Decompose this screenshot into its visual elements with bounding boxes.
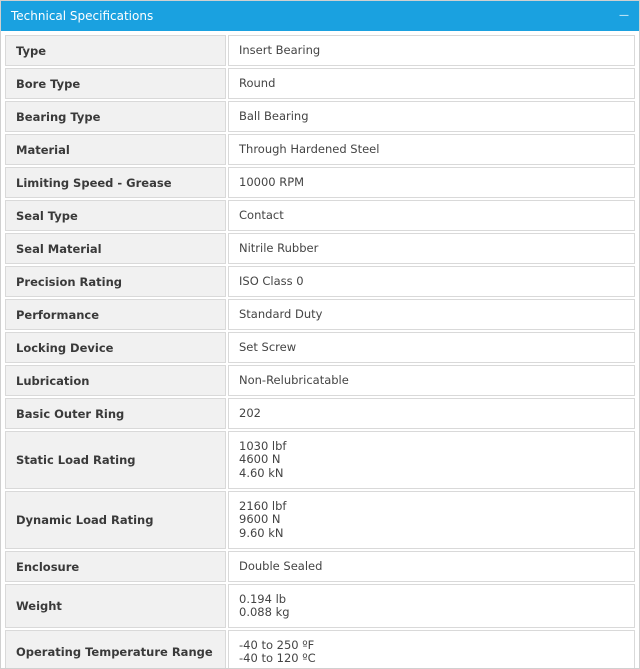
spec-value-line: Non-Relubricatable bbox=[239, 372, 349, 387]
spec-value bbox=[228, 491, 635, 549]
spec-label: Enclosure bbox=[5, 551, 226, 582]
table-row bbox=[5, 551, 635, 582]
spec-value bbox=[228, 200, 635, 231]
spec-value-line: Ball Bearing bbox=[239, 108, 309, 123]
spec-value-line: 9600 N bbox=[239, 512, 281, 527]
spec-value bbox=[228, 101, 635, 132]
spec-value-line: Double Sealed bbox=[239, 558, 323, 573]
spec-value-line: ISO Class 0 bbox=[239, 273, 304, 288]
panel-title: Technical Specifications bbox=[11, 9, 154, 23]
spec-value bbox=[228, 134, 635, 165]
table-row bbox=[5, 332, 635, 363]
spec-value bbox=[228, 551, 635, 582]
spec-value bbox=[228, 266, 635, 297]
table-row bbox=[5, 431, 635, 489]
spec-value-line: Through Hardened Steel bbox=[239, 141, 380, 156]
spec-label: Performance bbox=[5, 299, 226, 330]
spec-value bbox=[228, 630, 635, 669]
spec-label: Basic Outer Ring bbox=[5, 398, 226, 429]
table-row bbox=[5, 299, 635, 330]
table-row bbox=[5, 398, 635, 429]
spec-value bbox=[228, 365, 635, 396]
spec-label: Precision Rating bbox=[5, 266, 226, 297]
spec-value-line: 10000 RPM bbox=[239, 174, 305, 189]
spec-value bbox=[228, 233, 635, 264]
spec-label: Seal Material bbox=[5, 233, 226, 264]
spec-label: Limiting Speed - Grease bbox=[5, 167, 226, 198]
table-row bbox=[5, 365, 635, 396]
spec-label: Bearing Type bbox=[5, 101, 226, 132]
spec-value-line: Standard Duty bbox=[239, 306, 323, 321]
table-row bbox=[5, 584, 635, 628]
spec-value-line: Nitrile Rubber bbox=[239, 240, 319, 255]
table-row bbox=[5, 200, 635, 231]
spec-label: Lubrication bbox=[5, 365, 226, 396]
spec-value-line: 4600 N bbox=[239, 452, 281, 467]
spec-value-line: 4.60 kN bbox=[239, 465, 284, 480]
spec-value-line: Insert Bearing bbox=[239, 42, 321, 57]
spec-value-line: Round bbox=[239, 75, 276, 90]
spec-value-line: 0.088 kg bbox=[239, 605, 290, 619]
spec-value-line: Set Screw bbox=[239, 339, 297, 354]
spec-value bbox=[228, 398, 635, 429]
spec-label: Locking Device bbox=[5, 332, 226, 363]
spec-label: Type bbox=[5, 35, 226, 66]
spec-value bbox=[228, 584, 635, 628]
spec-label: Bore Type bbox=[5, 68, 226, 99]
spec-label: Operating Temperature Range bbox=[5, 630, 226, 669]
table-row bbox=[5, 630, 635, 669]
spec-value-line: -40 to 250 ºF bbox=[239, 637, 315, 652]
spec-value bbox=[228, 35, 635, 66]
spec-value bbox=[228, 167, 635, 198]
spec-value-line: 9.60 kN bbox=[239, 525, 284, 540]
spec-value-line: 0.194 lb bbox=[239, 591, 287, 606]
spec-value bbox=[228, 332, 635, 363]
spec-value bbox=[228, 68, 635, 99]
spec-label: Dynamic Load Rating bbox=[5, 491, 226, 549]
table-row bbox=[5, 101, 635, 132]
spec-value-line: 1030 lbf bbox=[239, 438, 287, 453]
table-row bbox=[5, 167, 635, 198]
spec-label: Seal Type bbox=[5, 200, 226, 231]
spec-value bbox=[228, 431, 635, 489]
spec-label: Static Load Rating bbox=[5, 431, 226, 489]
spec-value-line: 2160 lbf bbox=[239, 498, 287, 513]
spec-value-line: -40 to 120 ºC bbox=[239, 651, 316, 665]
table-row bbox=[5, 134, 635, 165]
table-row bbox=[5, 35, 635, 66]
specs-table bbox=[1, 31, 639, 669]
minus-icon[interactable]: — bbox=[619, 10, 629, 21]
spec-label: Material bbox=[5, 134, 226, 165]
table-row bbox=[5, 68, 635, 99]
table-row bbox=[5, 266, 635, 297]
panel-header[interactable] bbox=[1, 1, 639, 31]
spec-value-line: Contact bbox=[239, 207, 284, 222]
table-row bbox=[5, 491, 635, 549]
spec-value bbox=[228, 299, 635, 330]
spec-label: Weight bbox=[5, 584, 226, 628]
spec-value-line: 202 bbox=[239, 405, 261, 420]
table-row bbox=[5, 233, 635, 264]
